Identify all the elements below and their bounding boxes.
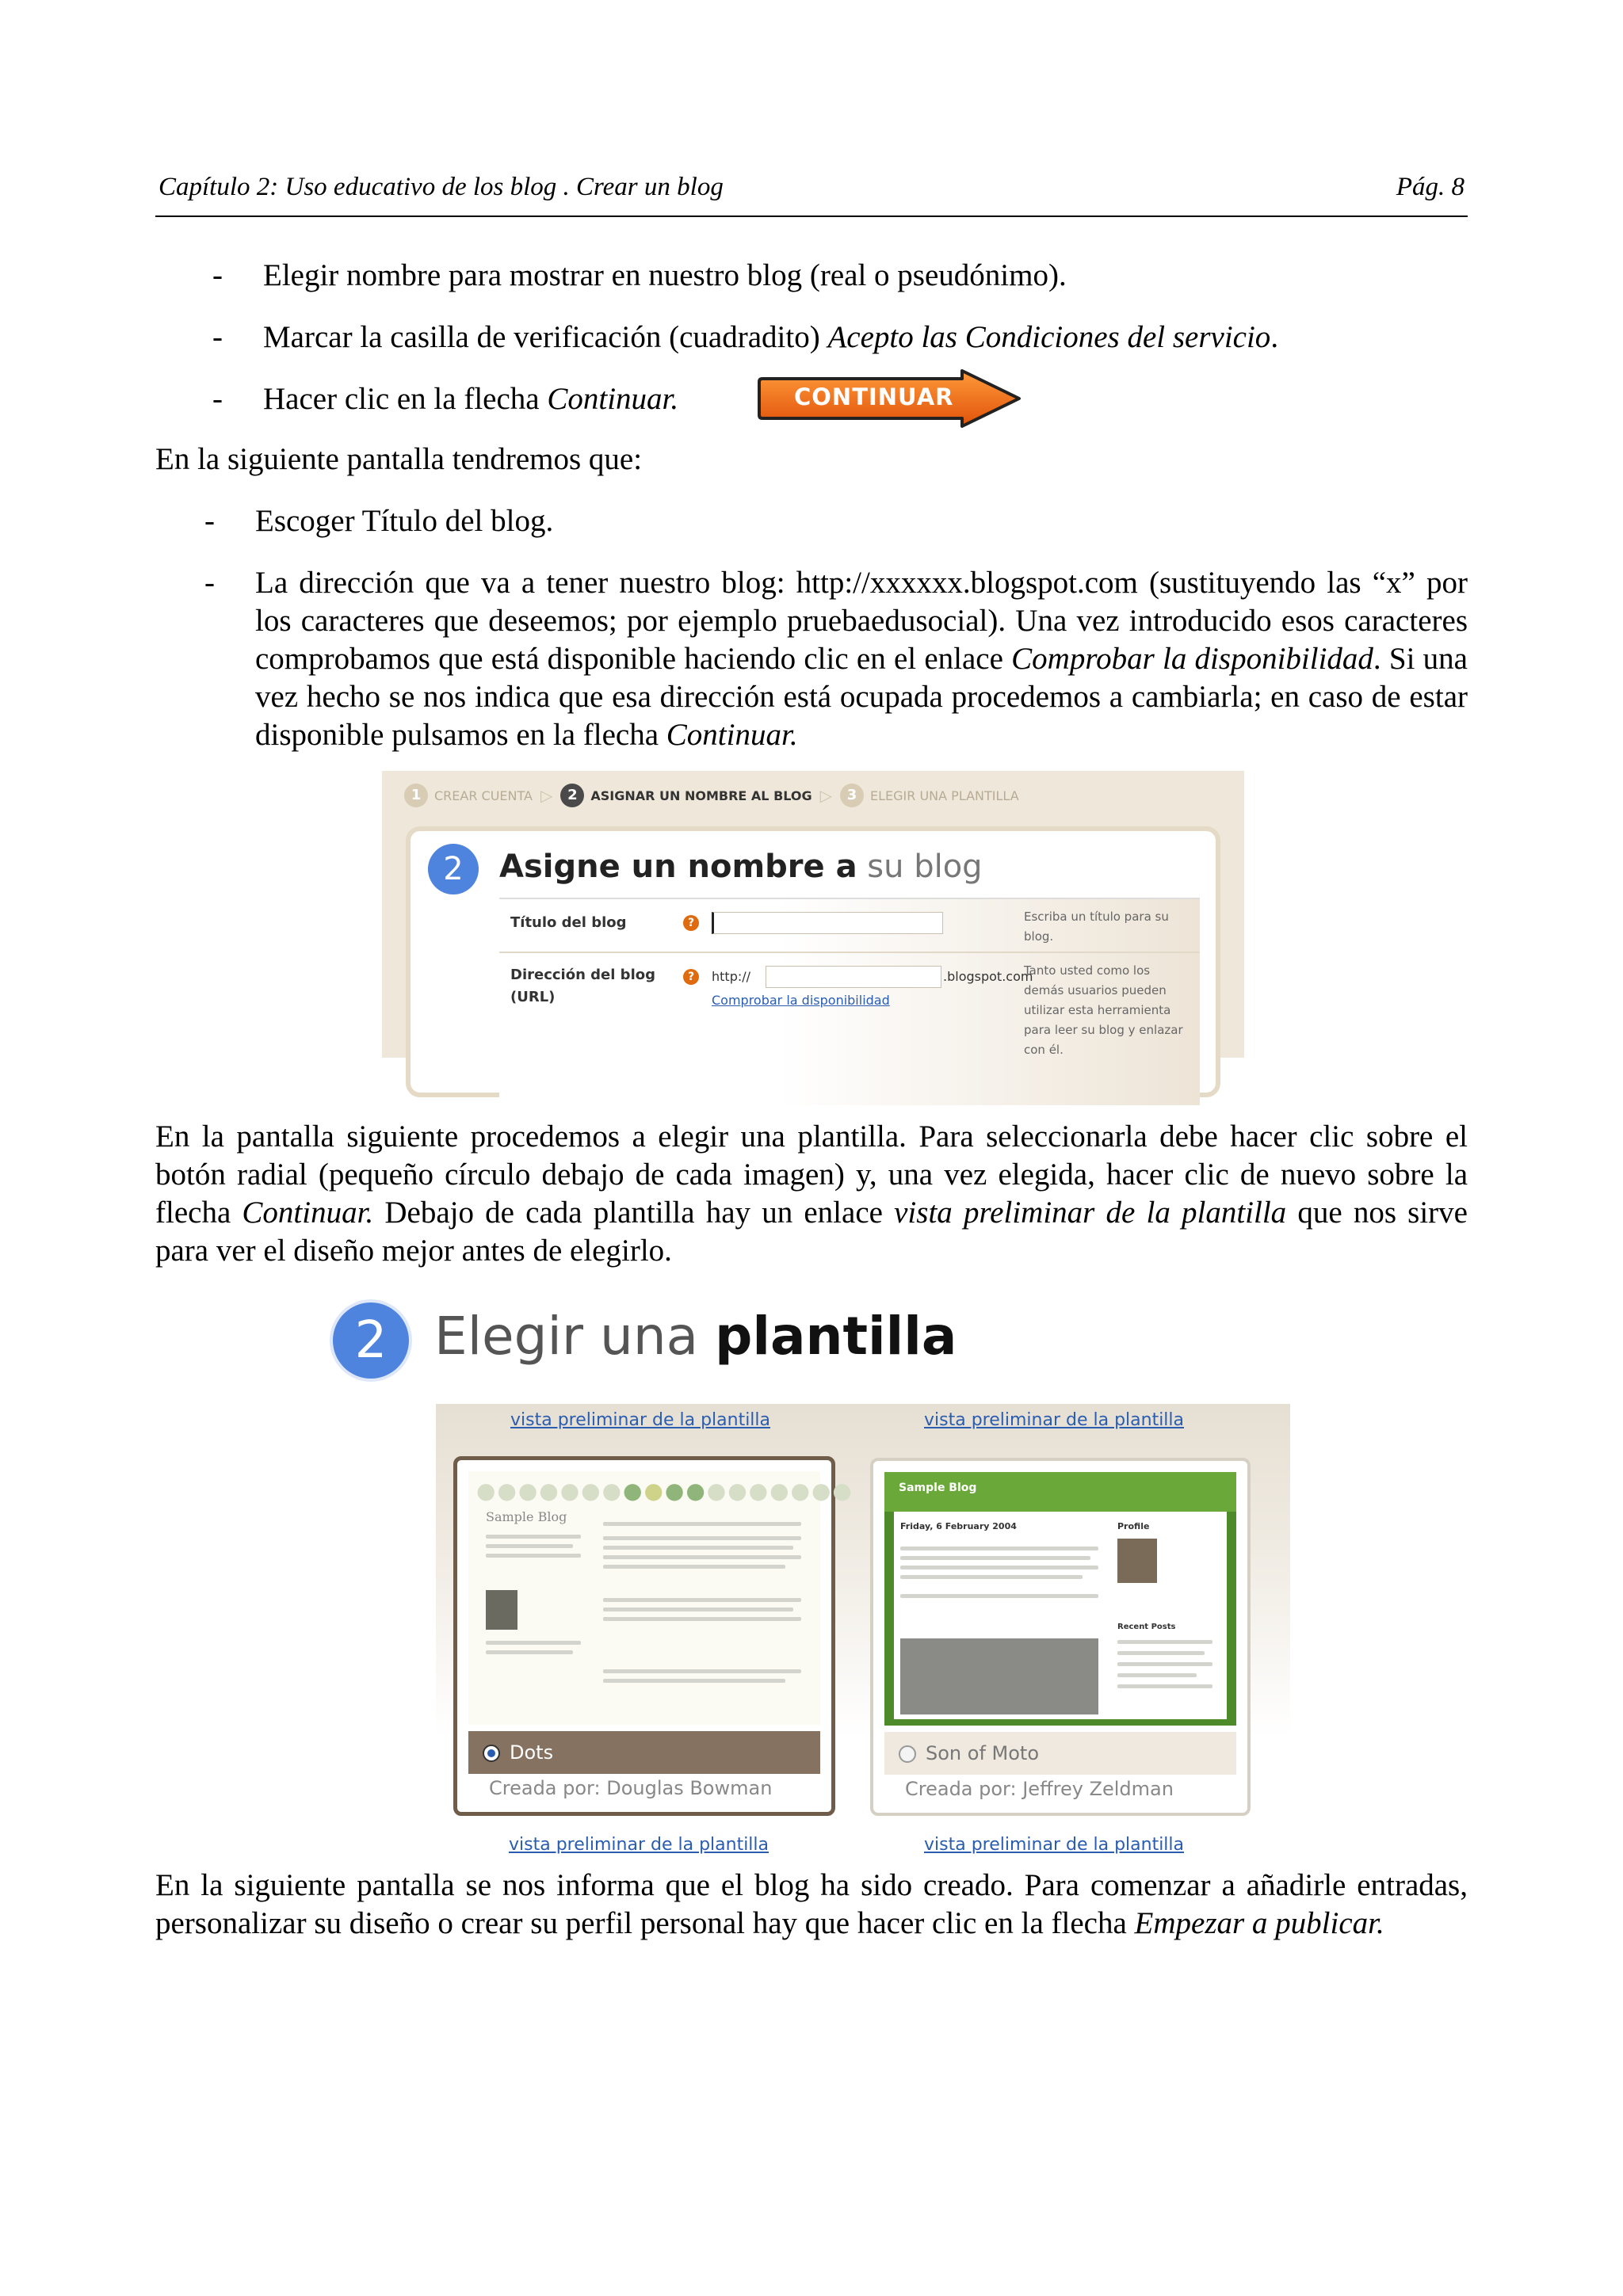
step-label: CREAR CUENTA <box>434 788 533 803</box>
paragraph-template: En la pantalla siguiente procedemos a elegir una plantilla. Para seleccionarla debe hacer clic sobre el botón radial (pequeño círculo debajo de cada imagen) y, una vez elegida, hacer clic de nuevo sobre la flecha Continuar. Debajo de cada plantilla hay un enlace vista preliminar de la plantilla que nos sirve para ver el diseño mejor antes de elegirlo. <box>155 1119 1468 1268</box>
thumbnail-line <box>486 1554 581 1558</box>
help-icon[interactable]: ? <box>683 969 699 985</box>
step-arrow-icon: ▷ <box>540 786 553 805</box>
thumbnail-line <box>486 1641 581 1645</box>
form-title: Asigne un nombre a su blog <box>499 849 983 885</box>
thumbnail-line <box>486 1544 573 1548</box>
template-grid <box>436 1404 1290 1855</box>
thumbnail-line <box>603 1565 785 1569</box>
thumbnail-line <box>603 1536 801 1540</box>
thumbnail-line <box>900 1594 1098 1598</box>
step-number: 3 <box>840 784 864 807</box>
thumbnail-line <box>603 1555 801 1559</box>
thumbnail-profile: Profile <box>1117 1521 1150 1531</box>
row-divider <box>499 952 1200 953</box>
preview-link[interactable]: vista preliminar de la plantilla <box>509 1835 769 1855</box>
thumbnail-line <box>1117 1651 1205 1655</box>
thumbnail-line <box>1117 1673 1197 1677</box>
preview-link[interactable]: vista preliminar de la plantilla <box>924 1410 1185 1430</box>
thumbnail-body <box>894 1512 1227 1719</box>
step-number: 1 <box>404 784 428 807</box>
template-radio[interactable] <box>899 1745 916 1763</box>
bullet-dash: - <box>204 566 215 600</box>
bullet-dash: - <box>204 504 215 538</box>
continuar-arrow-button[interactable] <box>754 368 1024 429</box>
thumbnail-line <box>603 1598 801 1602</box>
chapter-title: Capítulo 2: Uso educativo de los blog . Crear un blog <box>158 173 724 201</box>
step-label: ELEGIR UNA PLANTILLA <box>870 788 1019 803</box>
screenshot-blog-name-form <box>382 771 1244 1058</box>
thumbnail-line <box>900 1547 1098 1550</box>
thumbnail-line <box>1117 1662 1212 1666</box>
page-header <box>155 168 1468 217</box>
form-body <box>499 898 1200 1105</box>
list2-item1: Escoger Título del blog. <box>255 504 554 538</box>
thumbnail-line <box>603 1679 785 1683</box>
step-label-active: ASIGNAR UN NOMBRE AL BLOG <box>590 788 812 803</box>
thumbnail-line <box>900 1556 1090 1560</box>
paragraph-intro: En la siguiente pantalla tendremos que: <box>155 442 643 476</box>
dots-pattern: ●●●●●●●●●●●●●●●●●● <box>476 1478 854 1504</box>
thumbnail-title: Sample Blog <box>899 1482 977 1494</box>
wizard-steps <box>404 784 1027 807</box>
thumbnail-line <box>603 1608 793 1611</box>
list1-item2: Marcar la casilla de verificación (cuadradito) Acepto las Condiciones del servicio. <box>263 320 1279 354</box>
template-title: Elegir una plantilla <box>434 1306 957 1367</box>
thumbnail-line <box>486 1650 573 1654</box>
paragraph-created: En la siguiente pantalla se nos informa que el blog ha sido creado. Para comenzar a añadirle entradas, personalizar su diseño o crear su perfil personal hay que hacer clic en la flecha Empezar a publicar. <box>155 1868 1468 1940</box>
thumbnail-line <box>603 1546 793 1550</box>
help-icon[interactable]: ? <box>683 915 699 931</box>
page-number: Pág. 8 <box>1396 173 1465 201</box>
url-suffix: .blogspot.com <box>943 969 1033 984</box>
thumbnail-avatar <box>486 1590 517 1630</box>
thumbnail-recent: Recent Posts <box>1117 1623 1176 1631</box>
thumbnail-line <box>1117 1684 1212 1688</box>
bullet-dash: - <box>212 382 223 416</box>
blog-title-help: Escriba un título para su blog. <box>1024 910 1169 944</box>
step-arrow-icon: ▷ <box>819 786 833 805</box>
blog-title-label: Título del blog <box>510 914 627 931</box>
list2-item2: La dirección que va a tener nuestro blog: http://xxxxxx.blogspot.com (sustituyendo las “x” por los caracteres que deseemos; por ejemplo pruebaedusocial). Una vez introducido esos caracteres comprobamos que está disponible haciendo clic en el enlace Comprobar la disponibilidad. Si una vez hecho se nos indica que esa dirección está ocupada procedemos a cambiarla; en caso de estar disponible pulsamos en la flecha Continuar. <box>255 566 1468 752</box>
template-card-son-of-moto[interactable] <box>870 1458 1251 1816</box>
step-number: 2 <box>560 784 584 807</box>
thumbnail-line <box>603 1617 801 1621</box>
template-thumbnail <box>884 1472 1236 1726</box>
bullet-dash: - <box>212 258 223 292</box>
thumbnail-date: Friday, 6 February 2004 <box>900 1521 1017 1531</box>
thumbnail-avatar <box>1117 1539 1157 1583</box>
template-name: Son of Moto <box>884 1732 1236 1775</box>
list1-item3: Hacer clic en la flecha Continuar. <box>263 382 679 416</box>
bullet-dash: - <box>212 320 223 354</box>
thumbnail-line <box>1117 1640 1212 1644</box>
list1-item1: Elegir nombre para mostrar en nuestro blog (real o pseudónimo). <box>263 258 1067 292</box>
blog-url-input[interactable] <box>766 966 941 988</box>
template-thumbnail <box>468 1471 854 1725</box>
screenshot-template-chooser <box>327 1293 1301 1855</box>
template-author: Creada por: Douglas Bowman <box>489 1777 773 1799</box>
template-radio[interactable] <box>483 1745 500 1762</box>
form-panel <box>406 826 1220 1097</box>
step-badge: 2 <box>428 844 479 894</box>
preview-link[interactable]: vista preliminar de la plantilla <box>924 1835 1185 1855</box>
blog-url-label: Dirección del blog (URL) <box>510 967 655 1005</box>
thumbnail-line <box>603 1669 801 1673</box>
thumbnail-line <box>486 1535 581 1539</box>
continuar-label: CONTINUAR <box>794 383 954 410</box>
url-prefix: http:// <box>712 969 751 984</box>
preview-link[interactable]: vista preliminar de la plantilla <box>510 1410 771 1430</box>
thumbnail-title: Sample Blog <box>486 1509 567 1524</box>
template-author: Creada por: Jeffrey Zeldman <box>905 1778 1174 1800</box>
step-badge: 2 <box>333 1302 409 1379</box>
thumbnail-photo <box>900 1638 1098 1714</box>
template-name: Dots <box>468 1731 820 1774</box>
thumbnail-line <box>900 1575 1083 1579</box>
template-card-dots[interactable] <box>453 1456 854 1816</box>
thumbnail-line <box>900 1566 1098 1569</box>
thumbnail-line <box>603 1522 801 1526</box>
blog-title-input[interactable] <box>712 912 943 934</box>
blog-url-help: Tanto usted como los demás usuarios pueden utilizar esta herramienta para leer su blog y enlazar con él. <box>1024 963 1183 1057</box>
check-availability-link[interactable]: Comprobar la disponibilidad <box>712 993 890 1008</box>
